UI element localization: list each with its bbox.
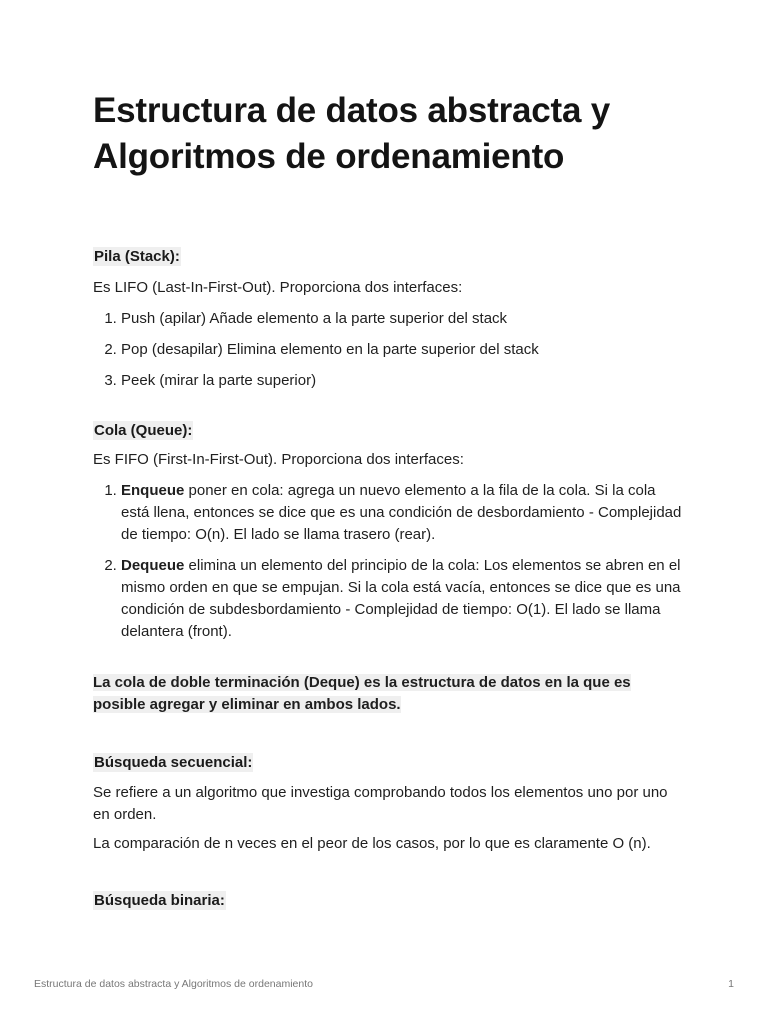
document-content [93,88,683,912]
page-footer [34,978,734,990]
footer-document-title: Estructura de datos abstracta y Algoritmos de ordenamiento [34,978,313,990]
footer-page-number: 1 [728,978,734,990]
stack-heading-block [93,246,683,268]
deque-note: La cola de doble terminación (Deque) es la estructura de datos en la que es posible agregar y eliminar en ambos lados. [93,674,631,713]
queue-heading: Cola (Queue): [94,422,193,439]
page-title: Estructura de datos abstracta y Algoritmos de ordenamiento [93,91,611,176]
stack-item-push: 1. Push (apilar) Añade elemento a la parte superior del stack [121,308,683,330]
binary-search-heading: Búsqueda binaria: [94,892,225,909]
queue-intro: Es FIFO (First-In-First-Out). Proporciona dos interfaces: [93,451,464,468]
sequential-search-paragraph-2: La comparación de n veces en el peor de los casos, por lo que es claramente O (n). [93,835,651,852]
dequeue-description: elimina un elemento del principio de la cola: Los elementos se abren en el mismo orden en que se empujan. Si la cola está vacía, entonces se dice que es una condición de subdesbordamiento - Complejidad de tiempo: O(1). El lado se llama delantera (front). [121,557,681,640]
dequeue-term: Dequeue [121,557,185,574]
binary-search-heading-block [93,890,683,912]
stack-item-peek: 3. Peek (mirar la parte superior) [121,370,683,392]
queue-item-enqueue [121,480,683,546]
deque-note-block [93,672,683,716]
sequential-search-heading-block [93,752,683,774]
queue-item-dequeue [121,555,683,643]
queue-heading-block [93,420,683,442]
stack-intro: Es LIFO (Last-In-First-Out). Proporciona dos interfaces: [93,279,463,296]
stack-list [93,308,683,392]
queue-list [93,480,683,643]
sequential-search-paragraph-1: Se refiere a un algoritmo que investiga comprobando todos los elementos uno por uno en orden. [93,784,668,823]
sequential-search-heading: Búsqueda secuencial: [94,754,253,771]
enqueue-description: poner en cola: agrega un nuevo elemento a la fila de la cola. Si la cola está llena, entonces se dice que es una condición de desbordamiento - Complejidad de tiempo: O(n). El lado se llama trasero (rear). [121,482,682,543]
stack-item-pop: 2. Pop (desapilar) Elimina elemento en la parte superior del stack [121,339,683,361]
enqueue-term: Enqueue [121,482,185,499]
stack-heading: Pila (Stack): [94,248,180,265]
